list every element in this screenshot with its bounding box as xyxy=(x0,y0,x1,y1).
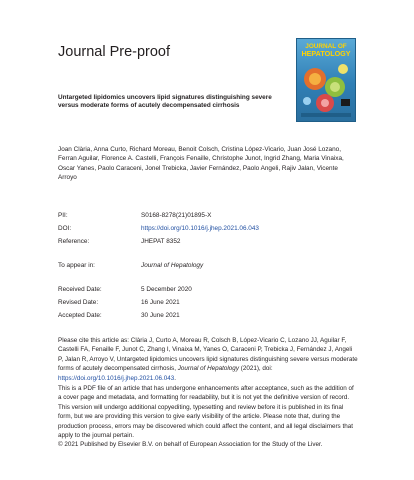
cover-title-line1: JOURNAL OF xyxy=(305,43,347,50)
citation-suffix: . xyxy=(174,374,176,382)
journal-cover-image xyxy=(296,38,356,122)
cover-title-line2: HEPATOLOGY xyxy=(301,49,351,58)
revised-value: 16 June 2021 xyxy=(141,299,180,306)
accepted-label: Accepted Date: xyxy=(58,312,102,319)
reference-value: JHEPAT 8352 xyxy=(141,238,181,245)
received-label: Received Date: xyxy=(58,286,102,293)
to-appear-label: To appear in: xyxy=(58,262,95,269)
article-title: Untargeted lipidomics uncovers lipid signatures distinguishing severe versus moderate forms of acutely decompensated cirrhosis xyxy=(58,94,272,110)
pii-label: PII: xyxy=(58,212,68,219)
citation-text: Please cite this article as: Clària J, Curto A, Moreau R, Colsch B, López-Vicario C, Lozano JJ, Aguilar F, Castelli FA, Fenaille F, Junot C, Zhang I, Vinaixa M, Yanes O, Caraceni P, Trebicka J, Fernández J, Angeli P, Jalan R, Arroyo V, Untargeted lipidomics uncovers lipid signatures distinguishing severe versus moderate forms of acutely decompensated cirrhosis, xyxy=(58,337,358,373)
to-appear-journal: Journal of Hepatology xyxy=(141,262,204,269)
pii-value: S0168-8278(21)01895-X xyxy=(141,212,212,219)
doi-label: DOI: xyxy=(58,225,72,232)
reference-label: Reference: xyxy=(58,238,90,245)
doi-link[interactable]: https://doi.org/10.1016/j.jhep.2021.06.043 xyxy=(141,225,259,232)
citation-doi-link[interactable]: https://doi.org/10.1016/j.jhep.2021.06.043 xyxy=(58,374,175,382)
citation-middle: (2021), doi: xyxy=(238,365,273,373)
citation-journal: Journal of Hepatology xyxy=(177,365,239,373)
journal-pre-proof-title: Journal Pre-proof xyxy=(58,44,171,60)
citation-paragraph xyxy=(58,336,358,383)
received-value: 5 December 2020 xyxy=(141,286,192,293)
author-list: Joan Clària, Anna Curto, Richard Moreau, Benoit Colsch, Cristina López-Vicario, Juan José Lozano, Ferran Aguilar, Florence A. Castelli, François Fenaille, Christophe Junot, Ingrid Zhang, Maria Vinaixa, Oscar Yanes, Paolo Caraceni, Jonel Trebicka, Javier Fernández, Paolo Angeli, Rajiv Jalan, Vicente Arroyo xyxy=(58,146,344,182)
revised-label: Revised Date: xyxy=(58,299,99,306)
disclaimer-paragraph: This is a PDF file of an article that has undergone enhancements after acceptance, such as the addition of a cover page and metadata, and formatting for readability, but it is not yet the definitive version of record. This version will undergo additional copyediting, typesetting and review before it is published in its final form, but we are providing this version to give early visibility of the article. Please note that, during the production process, errors may be discovered which could affect the content, and all legal disclaimers that apply to the journal pertain. xyxy=(58,385,354,440)
copyright-notice: © 2021 Published by Elsevier B.V. on behalf of European Association for the Study of the Liver. xyxy=(58,441,323,448)
accepted-value: 30 June 2021 xyxy=(141,312,180,319)
